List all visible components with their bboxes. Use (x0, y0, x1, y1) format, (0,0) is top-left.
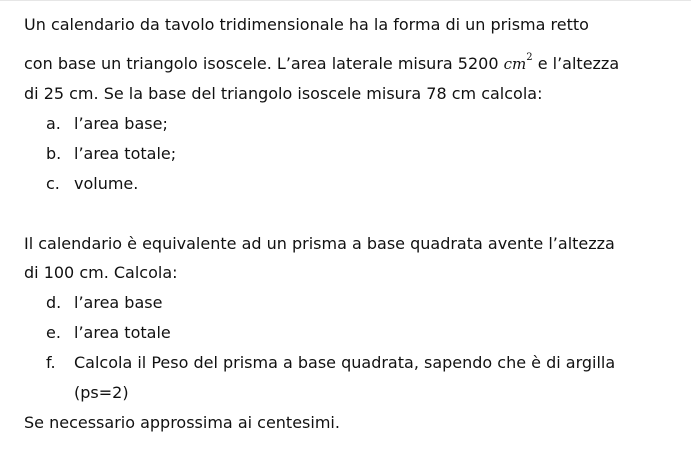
area-unit (503, 52, 533, 73)
list-item: volume. (74, 174, 139, 193)
problem1-line2 (24, 51, 619, 74)
list-item: l’area base; (74, 114, 168, 133)
list-marker: d. (46, 293, 62, 312)
footer-note: Se necessario approssima ai centesimi. (24, 413, 340, 432)
problem2-line1: Il calendario è equivalente ad un prisma a base quadrata avente l’altezza (24, 234, 615, 253)
area-unit-exponent: 2 (526, 52, 533, 63)
problem1-line1: Un calendario da tavolo tridimensionale ha la forma di un prisma retto (24, 15, 589, 34)
list-marker: c. (46, 174, 60, 193)
list-item-continuation: (ps=2) (74, 383, 129, 402)
list-item: l’area totale (74, 323, 171, 342)
problem1-line3: di 25 cm. Se la base del triangolo isoscele misura 78 cm calcola: (24, 84, 543, 103)
list-marker: a. (46, 114, 61, 133)
list-marker: f. (46, 353, 56, 372)
list-marker: b. (46, 144, 62, 163)
list-marker: e. (46, 323, 61, 342)
problem1-line2-after: e l’altezza (537, 54, 620, 73)
list-item: l’area base (74, 293, 163, 312)
list-item: l’area totale; (74, 144, 177, 163)
area-unit-base: cm (503, 55, 527, 73)
problem1-line2-before: con base un triangolo isoscele. L’area laterale misura 5200 (24, 54, 499, 73)
list-item: Calcola il Peso del prisma a base quadrata, sapendo che è di argilla (74, 353, 616, 372)
problem2-line2: di 100 cm. Calcola: (24, 263, 178, 282)
